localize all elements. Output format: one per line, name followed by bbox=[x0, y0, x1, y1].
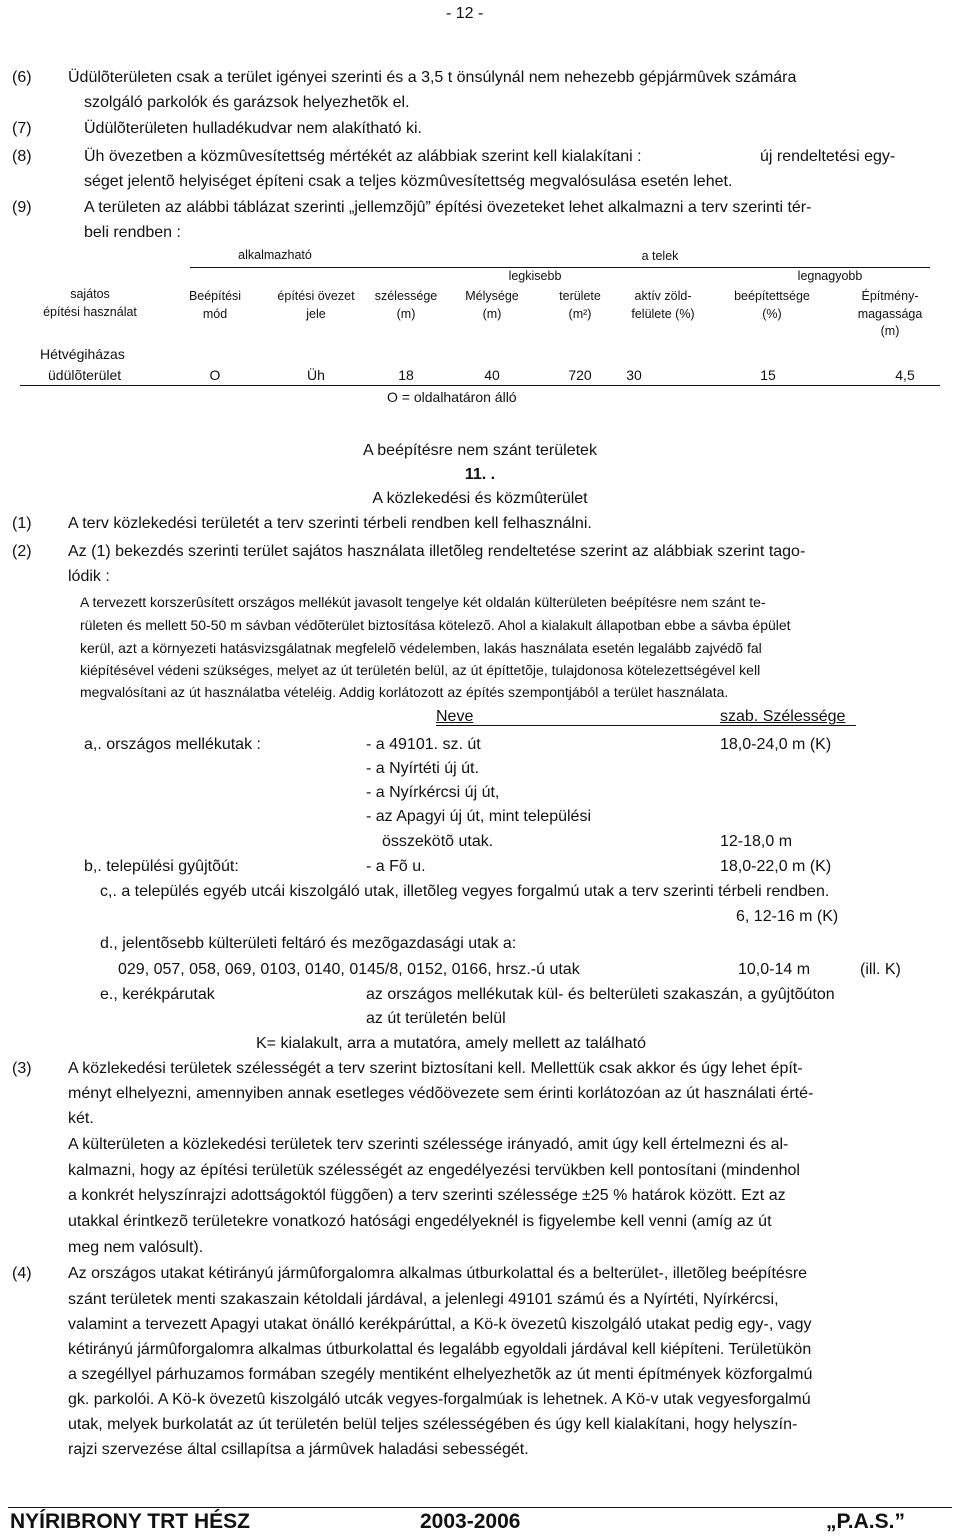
roads-b-label: b,. települési gyûjtõút: bbox=[84, 858, 239, 875]
para-2-sub-line-5: megvalósítani az út használatba vételéig. Addig korlátozott az építés szempontjából a terület használata. bbox=[80, 684, 729, 700]
th-epitmeny-1: Építmény- bbox=[861, 289, 919, 303]
roads-a-item-3: - a Nyírkércsi új út, bbox=[366, 784, 500, 801]
th-aktiv-2: felülete (%) bbox=[631, 307, 695, 321]
roads-d-ill: (ill. K) bbox=[860, 961, 901, 978]
roads-a-label: a,. országos mellékutak : bbox=[84, 736, 261, 753]
para-4-line-8: rajzi szervezése által csillapítsa a jármûvek haladási sebességét. bbox=[68, 1441, 529, 1458]
cell-szelesseg: 18 bbox=[398, 367, 414, 383]
para-2-line-1: Az (1) bekezdés szerinti terület sajátos használata illetõleg rendeltetése szerint az alábbiak szerint tago- bbox=[68, 543, 806, 560]
roads-b-width: 18,0-22,0 m (K) bbox=[720, 858, 832, 875]
roads-a-item-4: - az Apagyi új út, mint települési bbox=[366, 808, 592, 825]
cell-aktiv-zold: 30 bbox=[626, 367, 642, 383]
footer-title: NYÍRIBRONY TRT HÉSZ bbox=[10, 1510, 250, 1533]
para-number-4: (4) bbox=[12, 1265, 32, 1282]
th-sajatos-1: sajátos bbox=[70, 287, 110, 301]
para-4-line-7: utak, melyek burkolatát az út területén belül teljes szélességében és úgy kell kialakítani, hogy helyszín- bbox=[68, 1416, 798, 1433]
para-2-sub-line-4: kiépítésével védeni szükséges, melyet az út területén belül, az út építtetõje, tulajdonosa kötelezettségével kell bbox=[80, 662, 761, 678]
para-1-text: A terv közlekedési területét a terv szerinti térbeli rendben kell felhasználni. bbox=[68, 515, 592, 532]
section-subtitle: A közlekedési és közmûterület bbox=[372, 490, 588, 507]
th-ovezet-1: építési övezet bbox=[277, 289, 355, 303]
table-note: O = oldalhatáron álló bbox=[387, 389, 517, 405]
cell-ovezet-jel: Üh bbox=[307, 367, 325, 383]
th-sajatos-2: építési használat bbox=[43, 305, 137, 319]
th-melyseg-1: Mélysége bbox=[465, 289, 519, 303]
th-terulete-2: (m²) bbox=[568, 307, 592, 321]
cell-beepitettseg: 15 bbox=[760, 367, 776, 383]
item-8-line-2: séget jelentõ helyiséget építeni csak a teljes közmûvesítettség megvalósulása esetén lehet. bbox=[84, 173, 733, 190]
th-beepitettseg-1: beépítettsége bbox=[734, 289, 810, 303]
th-beepitettseg-2: (%) bbox=[762, 307, 782, 321]
roads-a-item-2: - a Nyírtéti új út. bbox=[366, 760, 479, 777]
th-legnagyobb: legnagyobb bbox=[797, 269, 863, 283]
roads-a-item-1: - a 49101. sz. út bbox=[366, 736, 481, 753]
para-4-line-2: szánt területek menti szakaszain kétoldali járdával, a jelenlegi 49101 számú és a Nyírtéti, Nyírkércsi, bbox=[68, 1291, 779, 1308]
para-2-sub-line-2: rületen és mellett 50-50 m sávban védõterület biztosítása kötelezõ. Ahol a kialakult állapotban ebbe a sávba épület bbox=[80, 617, 791, 633]
roads-header-szab: szab. Szélessége bbox=[720, 708, 846, 725]
para-4-line-6: gk. parkolói. A Kö-k övezetû kiszolgáló utcák vegyes-forgalmúak is lehetnek. A Kö-v utak vegyesforgalmú bbox=[68, 1391, 811, 1408]
para-3b-line-4: utakkal érintkezõ területekre vonatkozó hatósági engedélyeknél is figyelembe kell venni (amíg az út bbox=[68, 1213, 772, 1230]
th-szelesseg-2: (m) bbox=[396, 307, 416, 321]
item-number-7: (7) bbox=[12, 120, 32, 137]
item-number-6: (6) bbox=[12, 69, 32, 86]
roads-a-width-2: 12-18,0 m bbox=[720, 833, 793, 850]
row-label-2: üdülõterület bbox=[48, 367, 122, 383]
footer-years: 2003-2006 bbox=[420, 1510, 521, 1533]
para-2-line-2: lódik : bbox=[68, 568, 110, 585]
roads-a-width-1: 18,0-24,0 m (K) bbox=[720, 736, 832, 753]
footer-author: „P.A.S.” bbox=[826, 1510, 905, 1533]
para-4-line-3: valamint a tervezett Apagyi utakat önálló kerékpárúttal, a Kö-k övezetû kiszolgáló utakat pedig egy-, vagy bbox=[68, 1316, 812, 1333]
roads-header-neve: Neve bbox=[436, 708, 474, 725]
roads-e-text-1: az országos mellékutak kül- és belterületi szakaszán, a gyûjtõúton bbox=[366, 986, 835, 1003]
para-number-2: (2) bbox=[12, 543, 32, 560]
roads-e-text-2: az út területén belül bbox=[366, 1010, 506, 1027]
para-3b-line-5: meg nem valósult). bbox=[68, 1239, 204, 1256]
cell-beepitesi-mod: O bbox=[209, 367, 221, 383]
para-2-sub-line-3: kerül, azt a környezeti hatásvizsgálatnak megfelelõ védelemben, lakás használata esetén legalább zajvédõ fal bbox=[80, 640, 762, 656]
th-beepitesi-2: mód bbox=[202, 307, 228, 321]
para-3b-line-3: a konkrét helyszínrajzi adottságoktól függõen) a terv szerinti szélessége ±25 % határok között. Ezt az bbox=[68, 1187, 786, 1204]
section-number: 11. . bbox=[464, 466, 496, 483]
roads-k-note: K= kialakult, arra a mutatóra, amely mellett az található bbox=[256, 1035, 646, 1052]
para-3-line-1: A közlekedési területek szélességét a terv szerint biztosítani kell. Mellettük csak akkor és úgy lehet épít- bbox=[68, 1060, 803, 1077]
th-ovezet-2: jele bbox=[306, 307, 326, 321]
item-8-line-1b: új rendeltetési egy- bbox=[760, 148, 896, 165]
th-szelesseg-1: szélessége bbox=[374, 289, 438, 303]
para-3-line-2: ményt elhelyezni, amennyiben annak esetleges védõövezete sem érinti korlátozóan az út használati érté- bbox=[68, 1085, 814, 1102]
para-2-sub-line-1: A tervezett korszerûsített országos mellékút javasolt tengelye két oldalán külterületen beépítésre nem szánt te- bbox=[80, 594, 766, 610]
roads-d-width: 10,0-14 m bbox=[738, 961, 811, 978]
item-6-line-2: szolgáló parkolók és garázsok helyezhetõk el. bbox=[84, 94, 410, 111]
para-3b-line-2: kalmazni, hogy az építési területük szélességét az engedélyezési tervükben kell pontosítani (mindenhol bbox=[68, 1162, 800, 1179]
th-epitmeny-3: (m) bbox=[880, 324, 900, 338]
th-melyseg-2: (m) bbox=[482, 307, 502, 321]
item-number-9: (9) bbox=[12, 199, 32, 216]
page-number: - 12 - bbox=[446, 5, 484, 22]
roads-a-item-5: összekötõ utak. bbox=[382, 833, 494, 850]
roads-d-list: 029, 057, 058, 069, 0103, 0140, 0145/8, 0152, 0166, hrsz.-ú utak bbox=[118, 961, 580, 978]
roads-b-item: - a Fõ u. bbox=[366, 858, 426, 875]
th-legkisebb: legkisebb bbox=[508, 269, 562, 283]
row-label-1: Hétvégiházas bbox=[40, 346, 125, 362]
para-number-1: (1) bbox=[12, 515, 32, 532]
para-4-line-5: a szegéllyel párhuzamos formában szegély mentiként elhelyezhetõk az út menti építmények közforgalmú bbox=[68, 1366, 813, 1383]
item-number-8: (8) bbox=[12, 148, 32, 165]
roads-c-text: c,. a település egyéb utcái kiszolgáló utak, illetõleg vegyes forgalmú utak a terv szerinti térbeli rendben. bbox=[100, 883, 830, 900]
footer-rule bbox=[8, 1507, 952, 1508]
para-3-line-3: két. bbox=[68, 1110, 94, 1127]
th-alkalmazhato: alkalmazható bbox=[238, 248, 312, 262]
roads-e-label: e., kerékpárutak bbox=[100, 986, 215, 1003]
roads-d-text: d., jelentõsebb külterületi feltáró és mezõgazdasági utak a: bbox=[100, 935, 517, 952]
th-epitmeny-2: magassága bbox=[857, 307, 923, 321]
cell-melyseg: 40 bbox=[484, 367, 500, 383]
item-9-line-1: A területen az alábbi táblázat szerinti „jellemzõjû” építési övezeteket lehet alkalmazni a terv szerinti tér- bbox=[84, 199, 812, 216]
cell-epitmeny-magassag: 4,5 bbox=[895, 367, 915, 383]
item-8-line-1: Üh övezetben a közmûvesítettség mértékét az alábbiak szerint kell kialakítani : bbox=[84, 148, 642, 165]
para-4-line-4: kétirányú jármûforgalomra alkalmas útburkolattal és legalább egyoldali járdával kell kiépíteni. Területükön bbox=[68, 1341, 812, 1358]
section-title: A beépítésre nem szánt területek bbox=[363, 442, 597, 459]
th-terulete-1: területe bbox=[559, 289, 601, 303]
item-6-line-1: Üdülõterületen csak a terület igényei szerinti és a 3,5 t önsúlynál nem nehezebb gépjármûvek számára bbox=[68, 69, 797, 86]
item-7-text: Üdülõterületen hulladékudvar nem alakítható ki. bbox=[84, 120, 422, 137]
th-beepitesi-1: Beépítési bbox=[188, 289, 242, 303]
th-aktiv-1: aktív zöld- bbox=[634, 289, 692, 303]
item-9-line-2: beli rendben : bbox=[84, 224, 181, 241]
para-number-3: (3) bbox=[12, 1060, 32, 1077]
para-4-line-1: Az országos utakat kétirányú jármûforgalomra alkalmas útburkolattal és a belterület-, illetõleg beépítésre bbox=[68, 1265, 808, 1282]
cell-terulete: 720 bbox=[568, 367, 592, 383]
th-telek: a telek bbox=[641, 249, 679, 263]
para-3b-line-1: A külterületen a közlekedési területek terv szerinti szélessége irányadó, amit úgy kell értelmezni és al- bbox=[68, 1136, 789, 1153]
roads-c-width: 6, 12-16 m (K) bbox=[736, 908, 839, 925]
